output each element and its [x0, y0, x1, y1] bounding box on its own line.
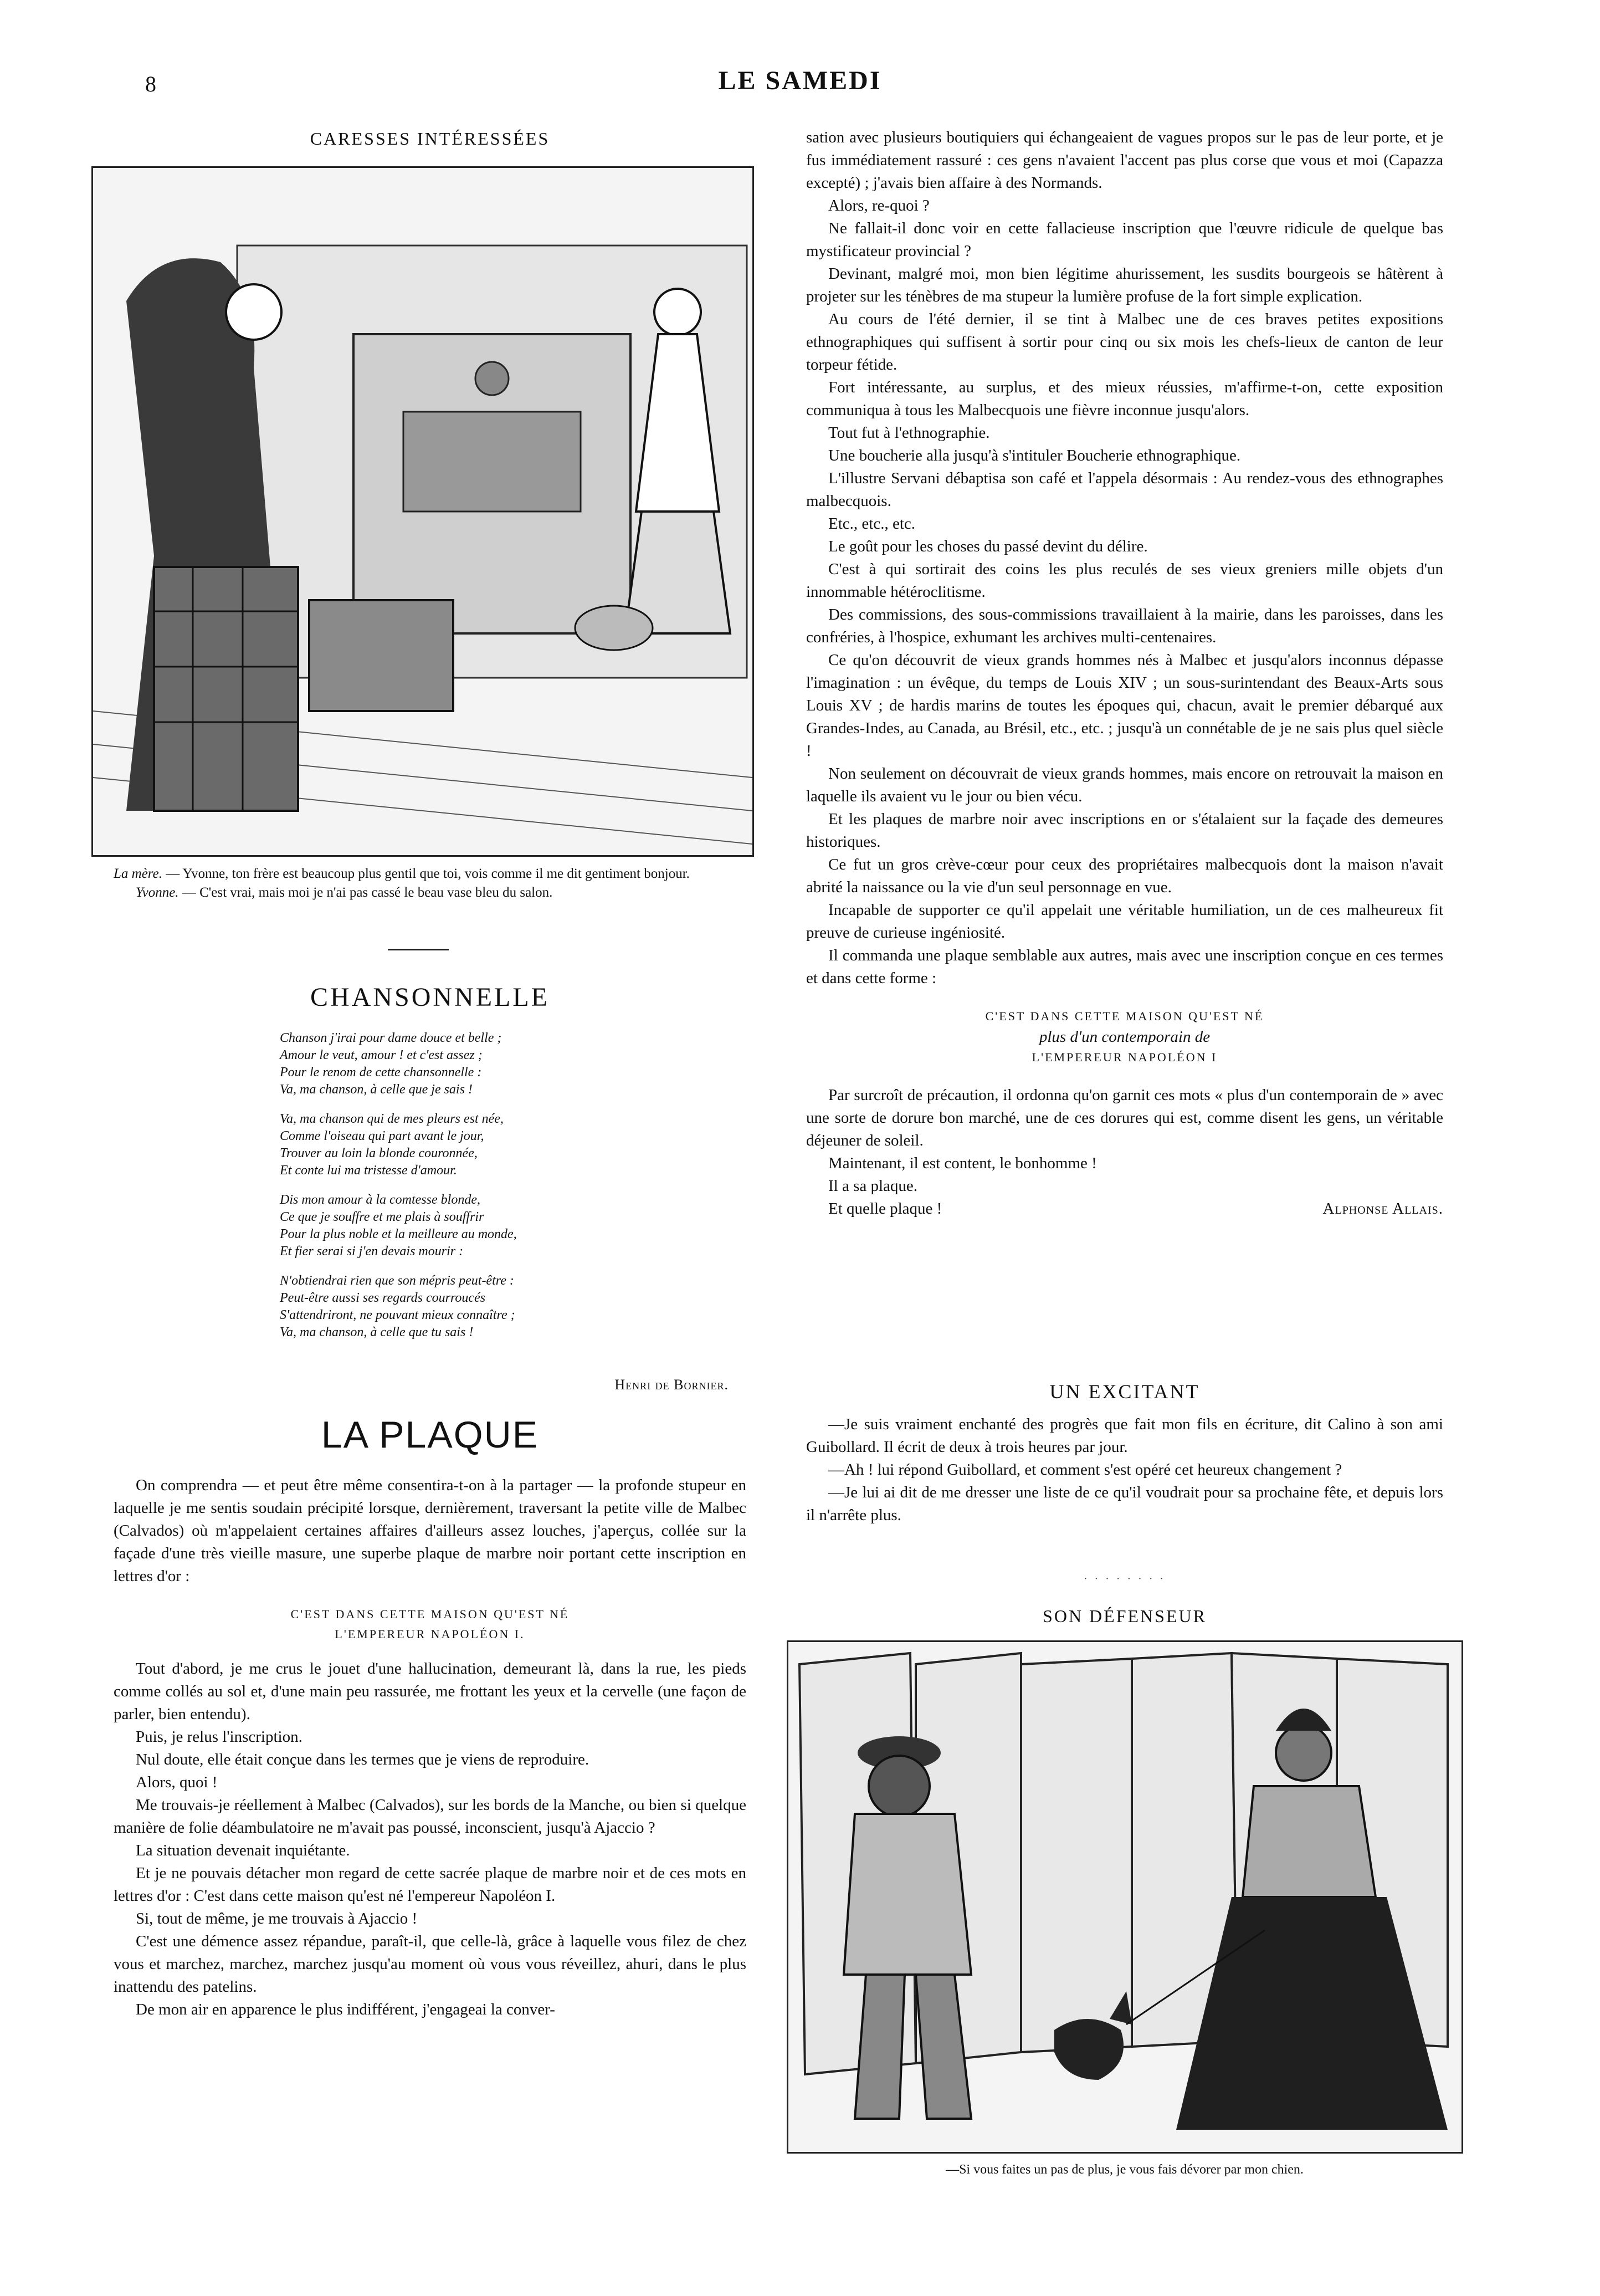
plaque-title: LA PLAQUE — [321, 1414, 539, 1456]
plaque-body-right: sation avec plusieurs boutiquiers qui échangeaient de vagues propos sur le pas de leur porte, et je fus immédiatement rassuré : ces gens n'avaient l'accent pas plus corse que vous et moi (Capazza excepté) ; j'avais bien affaire à des Normands. Alors, re-quoi ? Ne fallait-il donc voir en cette fallacieuse inscription que l'œuvre ridicule de quelque bas mystificateur provincial ? Devinant, malgré moi, mon bien légitime ahurissement, les susdits bourgeois se hâtèrent à projeter sur les ténèbres de ma stupeur la lumière profuse de la fort simple explication. Au cours de l'été dernier, il se tint à Malbec une de ces braves petites expositions ethnographiques qui suffisent à sortir pour cinq ou six mois les chefs-lieux de canton de leur torpeur fétide. Fort intéressante, au surplus, et des mieux réussies, m'affirme-t-on, cette exposition communiqua à tous les Malbecquois une fièvre inconnue jusqu'alors. Tout fut à l'ethnographie. Une boucherie alla jusqu'à s'intituler Boucherie ethnographique. L'illustre Servani débaptisa son café et l'appela désormais : Au rendez-vous des ethnographes malbecquois. Etc., etc., etc. Le goût pour les choses du passé devint du délire. C'est à qui sortirait des coins les plus reculés de ses vieux greniers mille objets d'un innommable hétéroclitisme. Des commissions, des sous-commissions travaillaient à la mairie, dans les paroisses, dans les confréries, à l'hospice, exhumant les archives multi-centenaires. Ce qu'on découvrit de vieux grands hommes nés à Malbec et jusqu'alors inconnus dépasse l'imagination : un évêque, du temps de Louis XIV ; un sous-surintendant des Beaux-Arts sous Louis XV ; de hardis marins de toutes les époques qui, chacun, avait le premier débarqué aux Grandes-Indes, au Canada, au Brésil, etc., etc. ; jusqu'à un connétable de je ne sais plus quel siècle ! Non seulement on découvrait de vieux grands hommes, mais encore on retrouvait la maison en laquelle ils avaient vu le jour ou bien vécu. Et les plaques de marbre noir avec inscriptions en or s'étalaient sur la façade des demeures historiques. Ce fut un gros crève-cœur pour ceux des propriétaires malbecquois dont la maison n'avait abrité la naissance ou la vie d'un seul personnage en vue. Incapable de supporter ce qu'il appelait une véritable humiliation, un de ces malheureux fit preuve de curieuse ingéniosité. Il commanda une plaque semblable aux autres, mais avec une inscription conçue en ces termes et dans cette forme : C'EST DANS CETTE MAISON QU'EST NÉ plus d'un contemporain de L'EMPEREUR NAPOLÉON I Par surcroît de précaution, il ordonna qu'on garnit ces mots « plus d'un contemporain de » avec une sorte de dorure bon marché, une de ces dorures qui est, comme disent les gens, un véritable déjeuner de soleil. Maintenant, il est content, le bonhomme ! Il a sa plaque. Et quelle plaque ! Alphonse Allais. — [806, 126, 1443, 1220]
journal-title: LE SAMEDI — [718, 66, 882, 95]
chansonnelle-author: Henri de Bornier. — [614, 1377, 729, 1393]
excitant-body: —Je suis vraiment enchanté des progrès que fait mon fils en écriture, dit Calino à son ami Guibollard. Il écrit de deux à trois heures par jour. —Ah ! lui répond Guibollard, et comment s'est opéré cet heureux changement ? —Je lui ai dit de me dresser une liste de ce qu'il voudrait pour sa prochaine fête, et depuis lors il n'arrête plus. — [806, 1415, 1443, 1524]
chansonnelle-title: CHANSONNELLE — [310, 983, 550, 1012]
divider-dots: · · · · · · · · — [1083, 1573, 1166, 1585]
plaque-body-left: On comprendra — et peut être même consentira-t-on à la partager — la profonde stupeur en laquelle je me sentis soudain précipité lorsque, dernièrement, traversant la petite ville de Malbec (Calvados) où m'appelaient certaines affaires d'ailleurs assez louches, j'aperçus, collée sur la façade d'une très vieille masure, une superbe plaque de marbre noir portant cette inscription en lettres d'or : C'EST DANS CETTE MAISON QU'EST NÉ L'EMPEREUR NAPOLÉON I. Tout d'abord, je me crus le jouet d'une hallucination, demeurant là, dans la rue, les pieds comme collés au sol et, d'une main peu rassurée, me frottant les yeux et la cervelle (une façon de parler, bien entendu). Puis, je relus l'inscription. Nul doute, elle était conçue dans les termes que je viens de reproduire. Alors, quoi ! Me trouvais-je réellement à Malbec (Calvados), sur les bords de la Manche, ou bien si quelque manière de folie déambulatoire ne m'avait pas poussé, inconscient, jusqu'à Ajaccio ? La situation devenait inquiétante. Et je ne pouvais détacher mon regard de cette sacrée plaque de marbre noir et de ces mots en lettres d'or : C'est dans cette maison qu'est né l'empereur Napoléon I. Si, tout de même, je me trouvais à Ajaccio ! C'est une démence assez répandue, paraît-il, que celle-là, grâce à laquelle vous filez de chez vous et marchez, marchez, marchez jusqu'au moment où vous vous réveillez, ahuri, dans le plus inattendu des patelins. De mon air en apparence le plus indifférent, j'engageai la conver- — [114, 1476, 746, 2018]
inscription-2: C'EST DANS CETTE MAISON QU'EST NÉ — [985, 1009, 1264, 1023]
defenseur-caption: —Si vous faites un pas de plus, je vous fais dévorer par mon chien. — [946, 2162, 1304, 2177]
defenseur-illustration — [787, 1640, 1463, 2154]
caresses-illustration — [91, 166, 754, 857]
inscription-1: C'EST DANS CETTE MAISON QU'EST NÉ L'EMPEREUR NAPOLÉON I. — [290, 1607, 570, 1641]
plaque-signature: Et quelle plaque ! Alphonse Allais. — [828, 1200, 1443, 1218]
excitant-title: UN EXCITANT — [1049, 1380, 1200, 1403]
caresses-caption: La mère. — Yvonne, ton frère est beaucoup plus gentil que toi, vois comme il me dit gentiment bonjour. Yvonne. — C'est vrai, mais moi je n'ai pas cassé le beau vase bleu du salon. — [114, 866, 690, 900]
caresses-title: CARESSES INTÉRESSÉES — [310, 129, 550, 149]
defenseur-title: SON DÉFENSEUR — [1043, 1606, 1207, 1626]
page-number: 8 — [145, 71, 156, 96]
poem-stanza: N'obtiendrai rien que son mépris peut-être : Peut-être aussi ses regards courroucés S'attendriront, ne pouvant mieux connaître ; Va, ma chanson, à celle que tu sais ! — [280, 1274, 515, 1339]
poem-stanza: Va, ma chanson qui de mes pleurs est née, Comme l'oiseau qui part avant le jour, Trouver au loin la blonde couronnée, Et conte lui ma tristesse d'amour. — [280, 1112, 504, 1178]
divider — [388, 949, 449, 950]
poem-stanza: Dis mon amour à la comtesse blonde, Ce que je souffre et me plais à souffrir Pour la plus noble et la meilleure au monde, Et fier serai si j'en devais mourir : — [280, 1193, 517, 1259]
chansonnelle-poem — [280, 1030, 734, 1353]
poem-stanza: Chanson j'irai pour dame douce et belle ; Amour le veut, amour ! et c'est assez ; Pour le renom de cette chansonnelle : Va, ma chanson, à celle que je sais ! — [280, 1031, 502, 1097]
